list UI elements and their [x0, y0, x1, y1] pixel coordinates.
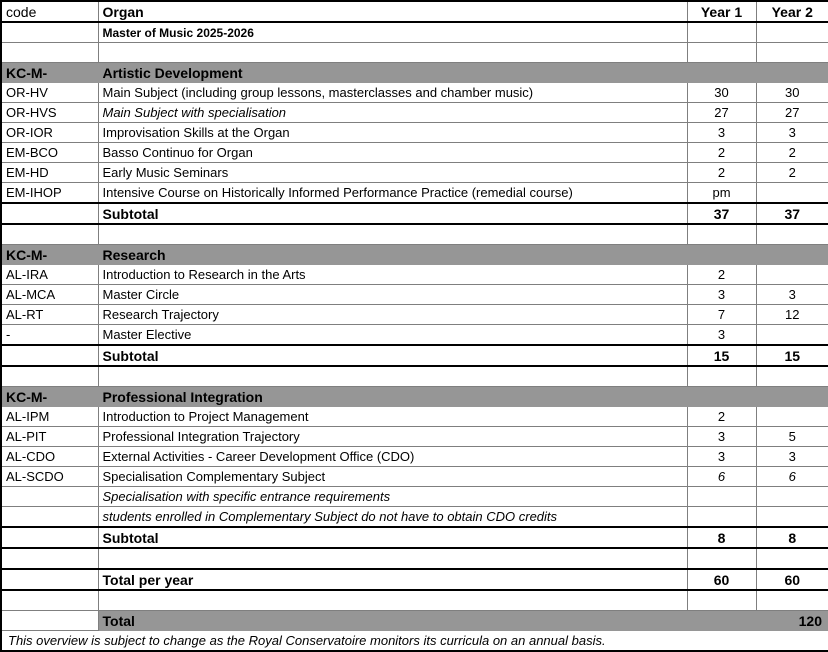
- subtotal-row-artistic-development: [1, 203, 828, 224]
- table-row: [1, 163, 828, 183]
- course-year2: [756, 407, 828, 427]
- subtotal-label: Subtotal: [98, 345, 687, 366]
- course-year1: 3: [687, 325, 756, 346]
- subtotal-label: Subtotal: [98, 527, 687, 548]
- spacer-cell: [687, 366, 756, 387]
- course-year2: [756, 183, 828, 204]
- course-year1: 3: [687, 447, 756, 467]
- course-code: EM-IHOP: [1, 183, 98, 204]
- course-year1: 2: [687, 265, 756, 285]
- spacer-cell: [756, 590, 828, 611]
- spacer-cell: [1, 548, 98, 569]
- footer-row: [1, 631, 828, 652]
- course-year1: [687, 487, 756, 507]
- course-code: OR-IOR: [1, 123, 98, 143]
- course-note: Specialisation with specific entrance requirements: [98, 487, 687, 507]
- total-per-year-label: Total per year: [98, 569, 687, 590]
- course-code: AL-RT: [1, 305, 98, 325]
- course-name: Specialisation Complementary Subject: [98, 467, 687, 487]
- grand-total-row: [1, 611, 828, 631]
- spacer-cell: [98, 43, 687, 63]
- course-code: AL-PIT: [1, 427, 98, 447]
- total-per-year-row: [1, 569, 828, 590]
- course-code: EM-HD: [1, 163, 98, 183]
- header-code: code: [1, 1, 98, 22]
- subtotal-year1: 37: [687, 203, 756, 224]
- course-year2: 3: [756, 285, 828, 305]
- course-code: [1, 487, 98, 507]
- group-year2-cell: [756, 387, 828, 407]
- course-year1: 7: [687, 305, 756, 325]
- course-year1: [687, 507, 756, 528]
- table-row: [1, 123, 828, 143]
- course-name: Master Elective: [98, 325, 687, 346]
- group-title: Artistic Development: [98, 63, 687, 83]
- group-code: KC-M-: [1, 63, 98, 83]
- spacer-cell: [756, 548, 828, 569]
- course-year1: 3: [687, 427, 756, 447]
- course-name: Improvisation Skills at the Organ: [98, 123, 687, 143]
- subtitle-row: [1, 22, 828, 43]
- group-year2-cell: [756, 63, 828, 83]
- subtotal-year1: 8: [687, 527, 756, 548]
- section-header-research: [1, 245, 828, 265]
- course-year2: [756, 325, 828, 346]
- course-code: AL-IRA: [1, 265, 98, 285]
- course-year2: 6: [756, 467, 828, 487]
- spacer-row: [1, 548, 828, 569]
- group-year1-cell: [687, 387, 756, 407]
- course-year1: 3: [687, 123, 756, 143]
- table-row: [1, 183, 828, 204]
- course-year1: 6: [687, 467, 756, 487]
- subtotal-year2: 8: [756, 527, 828, 548]
- spacer-cell: [1, 224, 98, 245]
- course-year2: 30: [756, 83, 828, 103]
- subtitle-text: Master of Music 2025-2026: [98, 22, 687, 43]
- subtotal-code-cell: [1, 527, 98, 548]
- subtitle-year2-cell: [756, 22, 828, 43]
- subtitle-code-cell: [1, 22, 98, 43]
- group-title: Professional Integration: [98, 387, 687, 407]
- grand-total-code-cell: [1, 611, 98, 631]
- spacer-cell: [756, 366, 828, 387]
- course-name: External Activities - Career Development Office (CDO): [98, 447, 687, 467]
- spacer-cell: [756, 43, 828, 63]
- header-organ: Organ: [98, 1, 687, 22]
- header-year1: Year 1: [687, 1, 756, 22]
- course-name: Early Music Seminars: [98, 163, 687, 183]
- spacer-cell: [1, 590, 98, 611]
- group-code: KC-M-: [1, 245, 98, 265]
- group-code: KC-M-: [1, 387, 98, 407]
- course-name: Introduction to Research in the Arts: [98, 265, 687, 285]
- section-header-professional-integration: [1, 387, 828, 407]
- course-name: Research Trajectory: [98, 305, 687, 325]
- grand-total-label: Total: [102, 612, 135, 629]
- subtotal-year2: 37: [756, 203, 828, 224]
- course-name: Basso Continuo for Organ: [98, 143, 687, 163]
- group-year1-cell: [687, 245, 756, 265]
- table-row: [1, 305, 828, 325]
- course-year2: 2: [756, 143, 828, 163]
- course-year2: 5: [756, 427, 828, 447]
- course-code: -: [1, 325, 98, 346]
- subtotal-code-cell: [1, 345, 98, 366]
- spacer-cell: [98, 366, 687, 387]
- subtitle-year1-cell: [687, 22, 756, 43]
- total-per-year-code-cell: [1, 569, 98, 590]
- spacer-cell: [98, 590, 687, 611]
- table-row: [1, 407, 828, 427]
- table-row: [1, 427, 828, 447]
- table-row: [1, 487, 828, 507]
- course-name: Master Circle: [98, 285, 687, 305]
- spacer-row: [1, 366, 828, 387]
- course-code: AL-CDO: [1, 447, 98, 467]
- course-code: [1, 507, 98, 528]
- course-name: Intensive Course on Historically Informed Performance Practice (remedial course): [98, 183, 687, 204]
- course-note: students enrolled in Complementary Subject do not have to obtain CDO credits: [98, 507, 687, 528]
- group-year1-cell: [687, 63, 756, 83]
- subtotal-year1: 15: [687, 345, 756, 366]
- table-row: [1, 143, 828, 163]
- course-code: AL-SCDO: [1, 467, 98, 487]
- spacer-cell: [756, 224, 828, 245]
- subtotal-row-professional-integration: [1, 527, 828, 548]
- spacer-cell: [687, 224, 756, 245]
- course-year2: 3: [756, 123, 828, 143]
- course-year1: 2: [687, 407, 756, 427]
- spacer-cell: [1, 43, 98, 63]
- grand-total-value: 120: [798, 612, 822, 629]
- course-year2: [756, 265, 828, 285]
- subtotal-code-cell: [1, 203, 98, 224]
- course-year2: 12: [756, 305, 828, 325]
- course-name: Main Subject with specialisation: [98, 103, 687, 123]
- footer-note: This overview is subject to change as the Royal Conservatoire monitors its curricula on an annual basis.: [1, 631, 828, 652]
- course-code: OR-HV: [1, 83, 98, 103]
- course-year1: 27: [687, 103, 756, 123]
- spacer-row: [1, 590, 828, 611]
- table-row: [1, 285, 828, 305]
- table-header-row: [1, 1, 828, 22]
- spacer-cell: [98, 224, 687, 245]
- subtotal-year2: 15: [756, 345, 828, 366]
- table-row: [1, 325, 828, 346]
- course-year1: 30: [687, 83, 756, 103]
- table-row: [1, 447, 828, 467]
- section-header-artistic-development: [1, 63, 828, 83]
- total-per-year-year2: 60: [756, 569, 828, 590]
- subtotal-label: Subtotal: [98, 203, 687, 224]
- spacer-row: [1, 43, 828, 63]
- table-row: [1, 507, 828, 528]
- course-year1: 3: [687, 285, 756, 305]
- grand-total-cell: [98, 611, 828, 631]
- spacer-cell: [1, 366, 98, 387]
- course-code: AL-MCA: [1, 285, 98, 305]
- course-year2: 2: [756, 163, 828, 183]
- course-year1: 2: [687, 143, 756, 163]
- course-code: AL-IPM: [1, 407, 98, 427]
- course-year2: 3: [756, 447, 828, 467]
- table-row: [1, 467, 828, 487]
- spacer-cell: [687, 590, 756, 611]
- course-code: EM-BCO: [1, 143, 98, 163]
- course-year2: [756, 507, 828, 528]
- group-title: Research: [98, 245, 687, 265]
- course-name: Professional Integration Trajectory: [98, 427, 687, 447]
- table-row: [1, 103, 828, 123]
- table-row: [1, 83, 828, 103]
- total-per-year-year1: 60: [687, 569, 756, 590]
- table-row: [1, 265, 828, 285]
- course-year1: pm: [687, 183, 756, 204]
- course-year1: 2: [687, 163, 756, 183]
- spacer-cell: [687, 548, 756, 569]
- spacer-cell: [687, 43, 756, 63]
- subtotal-row-research: [1, 345, 828, 366]
- course-code: OR-HVS: [1, 103, 98, 123]
- course-year2: 27: [756, 103, 828, 123]
- course-name: Main Subject (including group lessons, masterclasses and chamber music): [98, 83, 687, 103]
- spacer-cell: [98, 548, 687, 569]
- table-body: [1, 1, 828, 651]
- spacer-row: [1, 224, 828, 245]
- course-name: Introduction to Project Management: [98, 407, 687, 427]
- group-year2-cell: [756, 245, 828, 265]
- header-year2: Year 2: [756, 1, 828, 22]
- course-year2: [756, 487, 828, 507]
